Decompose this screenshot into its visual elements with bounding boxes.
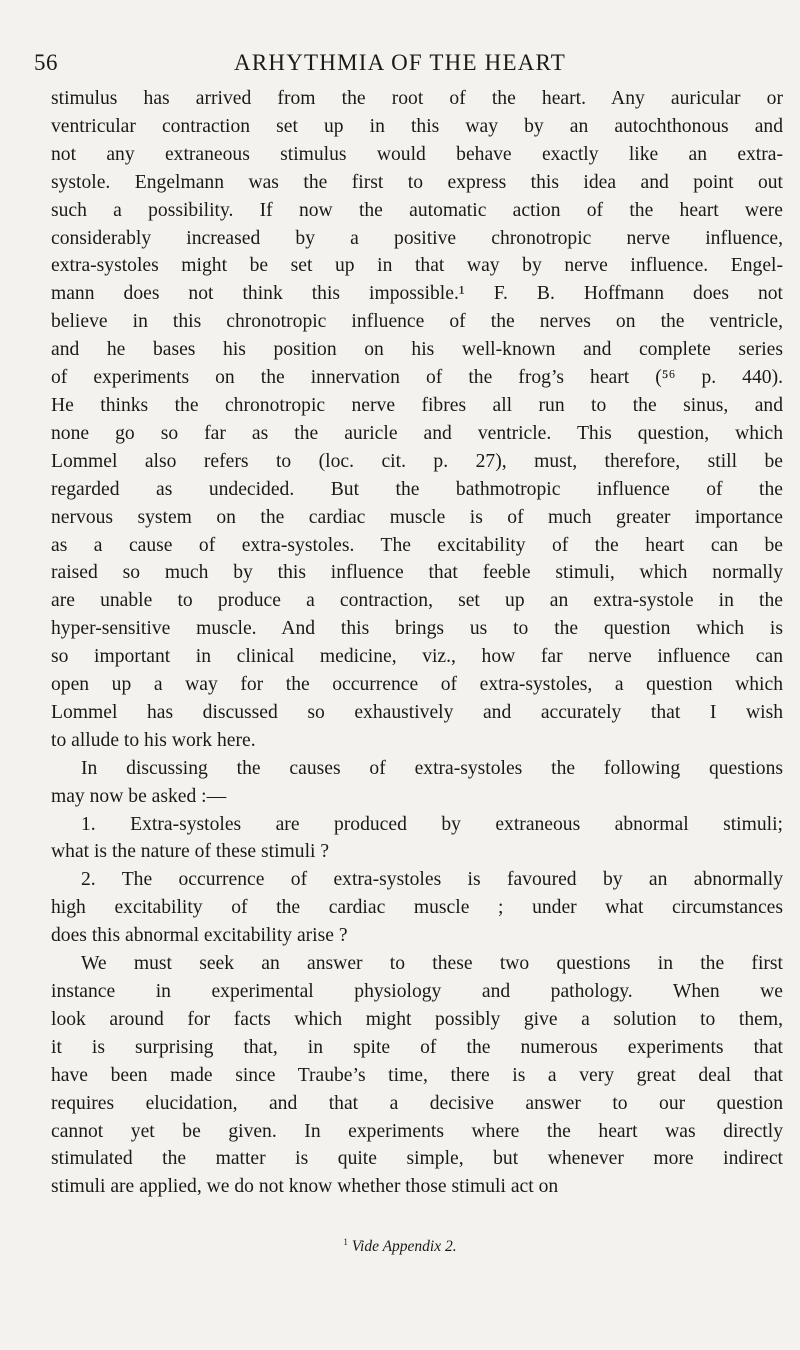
text-line: look around for facts which might possibly give a solution to them, bbox=[51, 1008, 783, 1030]
text-line: We must seek an answer to these two questions in the first bbox=[81, 953, 783, 975]
text-line: stimuli are applied, we do not know whether those stimuli act on bbox=[51, 1176, 559, 1198]
text-line: so important in clinical medicine, viz., how far nerve influence can bbox=[51, 646, 783, 668]
text-line: of experiments on the innervation of the frog’s heart (⁵⁶ p. 440). bbox=[51, 367, 783, 389]
text-line: hyper-sensitive muscle. And this brings us to the question which is bbox=[51, 618, 783, 640]
text-line: stimulated the matter is quite simple, but whenever more indirect bbox=[51, 1148, 783, 1170]
text-line: does this abnormal excitability arise ? bbox=[51, 925, 348, 947]
text-line: open up a way for the occurrence of extra-systoles, a question which bbox=[51, 674, 783, 696]
text-line: mann does not think this impossible.¹ F. B. Hoffmann does not bbox=[51, 283, 783, 305]
running-head bbox=[34, 50, 766, 84]
text-line: extra-systoles might be set up in that way by nerve influence. Engel- bbox=[51, 255, 783, 277]
paragraph bbox=[51, 85, 783, 755]
text-line: instance in experimental physiology and pathology. When we bbox=[51, 981, 783, 1002]
text-line: Lommel also refers to (loc. cit. p. 27), must, therefore, still be bbox=[51, 450, 783, 472]
text-line: are unable to produce a contraction, set up an extra-systole in the bbox=[51, 590, 783, 612]
text-line: nervous system on the cardiac muscle is of much greater importance bbox=[51, 506, 783, 528]
running-title: ARHYTHMIA OF THE HEART bbox=[234, 50, 566, 75]
text-line: regarded as undecided. But the bathmotropic influence of the bbox=[51, 478, 783, 500]
paragraph bbox=[51, 755, 783, 811]
text-line: may now be asked :— bbox=[51, 785, 227, 807]
text-line: none go so far as the auricle and ventricle. This question, which bbox=[51, 422, 783, 444]
paragraph bbox=[51, 950, 783, 1201]
text-line: requires elucidation, and that a decisive answer to our question bbox=[51, 1092, 783, 1114]
text-line: systole. Engelmann was the first to express this idea and point out bbox=[51, 171, 783, 193]
text-line: considerably increased by a positive chronotropic nerve influence, bbox=[51, 227, 783, 249]
text-line: such a possibility. If now the automatic action of the heart were bbox=[51, 199, 783, 221]
body-text bbox=[51, 85, 783, 1201]
text-line: high excitability of the cardiac muscle ; under what circumstances bbox=[51, 897, 783, 919]
footnote-text: Vide Appendix 2. bbox=[351, 1238, 457, 1255]
text-line: 2. The occurrence of extra-systoles is favoured by an abnormally bbox=[81, 869, 783, 891]
text-line: to allude to his work here. bbox=[51, 729, 256, 751]
text-line: what is the nature of these stimuli ? bbox=[51, 841, 330, 863]
text-line: stimulus has arrived from the root of the heart. Any auricular or bbox=[51, 88, 783, 109]
footnote-marker: 1 bbox=[343, 1237, 348, 1248]
paragraph bbox=[51, 811, 783, 867]
text-line: Lommel has discussed so exhaustively and accurately that I wish bbox=[51, 701, 783, 723]
text-line: 1. Extra-systoles are produced by extraneous abnormal stimuli; bbox=[81, 813, 783, 835]
text-line: cannot yet be given. In experiments where the heart was directly bbox=[51, 1120, 783, 1142]
paragraph bbox=[51, 866, 783, 950]
text-line: He thinks the chronotropic nerve fibres all run to the sinus, and bbox=[51, 394, 783, 416]
footnote bbox=[0, 1238, 800, 1256]
text-line: In discussing the causes of extra-systoles the following questions bbox=[81, 757, 783, 779]
text-line: as a cause of extra-systoles. The excitability of the heart can be bbox=[51, 534, 783, 556]
text-line: have been made since Traube’s time, there is a very great deal that bbox=[51, 1064, 783, 1086]
text-line: and he bases his position on his well-known and complete series bbox=[51, 339, 783, 361]
text-line: it is surprising that, in spite of the numerous experiments that bbox=[51, 1036, 783, 1058]
text-line: ventricular contraction set up in this way by an autochthonous and bbox=[51, 115, 783, 137]
text-line: raised so much by this influence that feeble stimuli, which normally bbox=[51, 562, 783, 584]
text-line: not any extraneous stimulus would behave exactly like an extra- bbox=[51, 143, 783, 165]
page-number: 56 bbox=[34, 50, 58, 75]
text-line: believe in this chronotropic influence of the nerves on the ventricle, bbox=[51, 311, 783, 333]
